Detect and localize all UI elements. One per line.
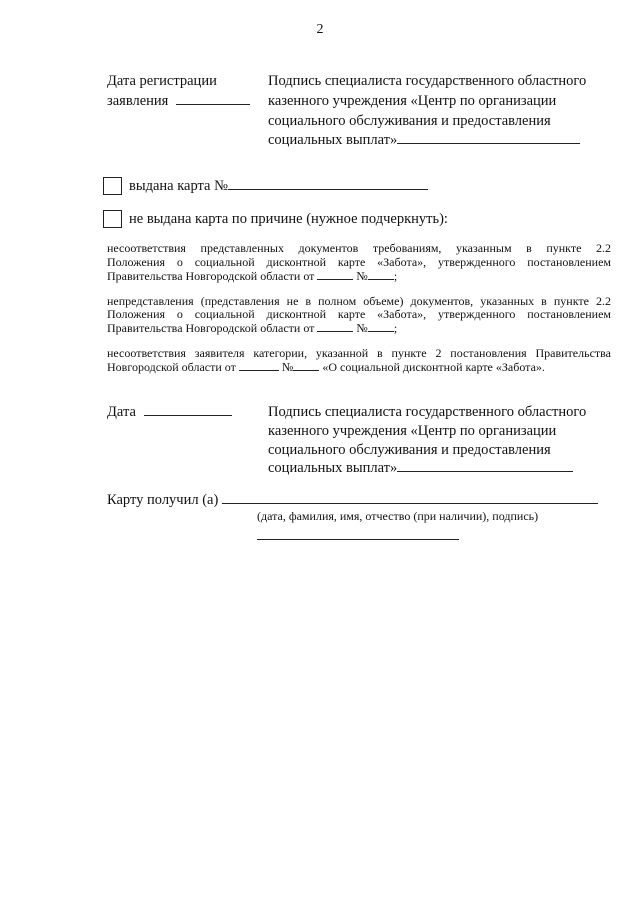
reason-2-line-1: непредставления (представления не в полном объеме) документов, указанных в пункте 2.2 [107, 294, 611, 308]
specialist-signature-caption-4 [268, 131, 580, 150]
reason-3-number-field[interactable] [293, 360, 319, 371]
signature-caption-text: социальных выплат» [268, 132, 398, 148]
reason-1-line-3 [107, 269, 397, 283]
reason-2-line-3 [107, 321, 397, 335]
decision-date-label: Дата [107, 404, 136, 420]
reason-1-date-field[interactable] [317, 269, 353, 280]
decision-signature-text: социальных выплат» [268, 460, 398, 476]
reason-3-prefix: Новгородской области от [107, 360, 236, 374]
specialist-signature-field[interactable] [397, 131, 580, 144]
decision-signature-caption-3: социального обслуживания и предоставления [268, 442, 551, 458]
reason-3-line-2 [107, 360, 545, 374]
reason-1-line-2: Положения о социальной дисконтной карте «Забота», утвержденного постановлением [107, 255, 611, 269]
registration-date-label: Дата регистрации [107, 73, 217, 89]
card-issued-row [129, 177, 428, 196]
specialist-signature-caption-1: Подпись специалиста государственного областного [268, 73, 587, 89]
reason-1-number-field[interactable] [368, 269, 394, 280]
reason-2-prefix: Правительства Новгородской области от [107, 321, 315, 335]
specialist-signature-caption-2: казенного учреждения «Центр по организации [268, 93, 557, 109]
reason-2-suffix: ; [393, 321, 398, 335]
reason-2-date-field[interactable] [317, 321, 353, 332]
reason-1-suffix: ; [393, 269, 398, 283]
card-not-issued-label: не выдана карта по причине (нужное подчеркнуть): [129, 211, 448, 227]
reason-1-line-1: несоответствия представленных документов требованиям, указанным в пункте 2.2 [107, 241, 611, 255]
decision-signature-caption-4 [268, 459, 573, 478]
reason-2-number-field[interactable] [368, 321, 394, 332]
card-received-hint: (дата, фамилия, имя, отчество (при наличии), подпись) [257, 509, 539, 523]
page-number: 2 [316, 22, 324, 37]
recipient-signature-line[interactable] [257, 539, 459, 540]
decision-date-row [107, 403, 232, 422]
reason-3-number-sign: № [281, 360, 294, 374]
reason-3-date-field[interactable] [239, 360, 279, 371]
card-number-field[interactable] [228, 177, 428, 190]
card-received-row [107, 491, 598, 510]
reason-2-line-2: Положения о социальной дисконтной карте «Забота», утвержденного постановлением [107, 307, 611, 321]
decision-signature-field[interactable] [397, 459, 573, 472]
specialist-signature-caption-3: социального обслуживания и предоставления [268, 113, 551, 129]
card-not-issued-checkbox[interactable] [103, 210, 122, 228]
decision-date-field[interactable] [144, 403, 232, 416]
card-received-label: Карту получил (а) [107, 492, 219, 508]
reason-1-number-sign: № [356, 269, 368, 283]
registration-label-word: заявления [107, 93, 169, 109]
registration-date-label-cont [107, 92, 250, 111]
reason-3-suffix: «О социальной дисконтной карте «Забота». [322, 360, 545, 374]
card-issued-checkbox[interactable] [103, 177, 122, 195]
decision-signature-caption-2: казенного учреждения «Центр по организации [268, 423, 557, 439]
reason-3-line-1: несоответствия заявителя категории, указанной в пункте 2 постановления Правительства [107, 346, 611, 360]
decision-signature-caption-1: Подпись специалиста государственного областного [268, 404, 587, 420]
registration-date-field[interactable] [176, 92, 250, 105]
reason-2-number-sign: № [356, 321, 368, 335]
card-issued-label: выдана карта № [129, 178, 228, 194]
reason-1-prefix: Правительства Новгородской области от [107, 269, 315, 283]
card-received-field[interactable] [222, 491, 598, 504]
